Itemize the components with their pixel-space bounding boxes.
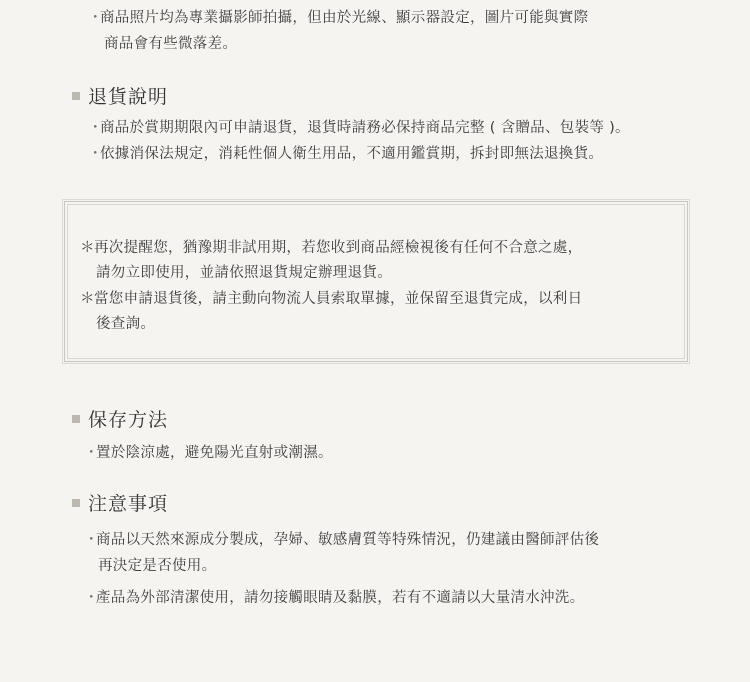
cautions-item-2: ・產品為外部清潔使用，請勿接觸眼睛及黏膜，若有不適請以大量清水沖洗。: [84, 590, 585, 606]
cautions-item-1-line1: ・商品以天然來源成分製成，孕婦、敏感膚質等特殊情況，仍建議由醫師評估後: [84, 532, 600, 548]
bullet: ・: [88, 10, 103, 26]
cautions-item-1-line2: 再決定是否使用。: [98, 558, 217, 574]
square-bullet-icon: [72, 92, 80, 100]
photo-disclaimer-line1: ・商品照片均為專業攝影師拍攝，但由於光線、顯示器設定，圖片可能與實際: [88, 10, 589, 26]
square-bullet-icon: [72, 499, 80, 507]
returns-heading: 退貨說明: [72, 85, 168, 109]
notice-item-1-line2: 請勿立即使用，並請依照退貨規定辦理退貨。: [96, 265, 392, 281]
returns-item-2: ・依據消保法規定，消耗性個人衛生用品，不適用鑑賞期，拆封即無法退換貨。: [88, 146, 604, 162]
notice-item-2-line2: 後查詢。: [96, 316, 156, 332]
square-bullet-icon: [72, 415, 80, 423]
asterisk-icon: ＊: [80, 291, 95, 307]
returns-item-1: ・商品於賞期期限內可申請退貨，退貨時請務必保持商品完整 ( 含贈品、包裝等 )。: [88, 120, 630, 136]
notice-item-1-line1: ＊再次提醒您，猶豫期非試用期，若您收到商品經檢視後有任何不合意之處，: [80, 240, 583, 256]
photo-disclaimer-line2: 商品會有些微落差。: [104, 36, 238, 52]
asterisk-icon: ＊: [80, 240, 95, 256]
storage-heading: 保存方法: [72, 408, 168, 432]
notice-item-2-line1: ＊當您申請退貨後，請主動向物流人員索取單據，並保留至退貨完成，以利日: [80, 291, 583, 307]
cautions-heading: 注意事項: [72, 492, 168, 516]
storage-item-1: ・置於陰涼處，避免陽光直射或潮濕。: [84, 445, 333, 461]
